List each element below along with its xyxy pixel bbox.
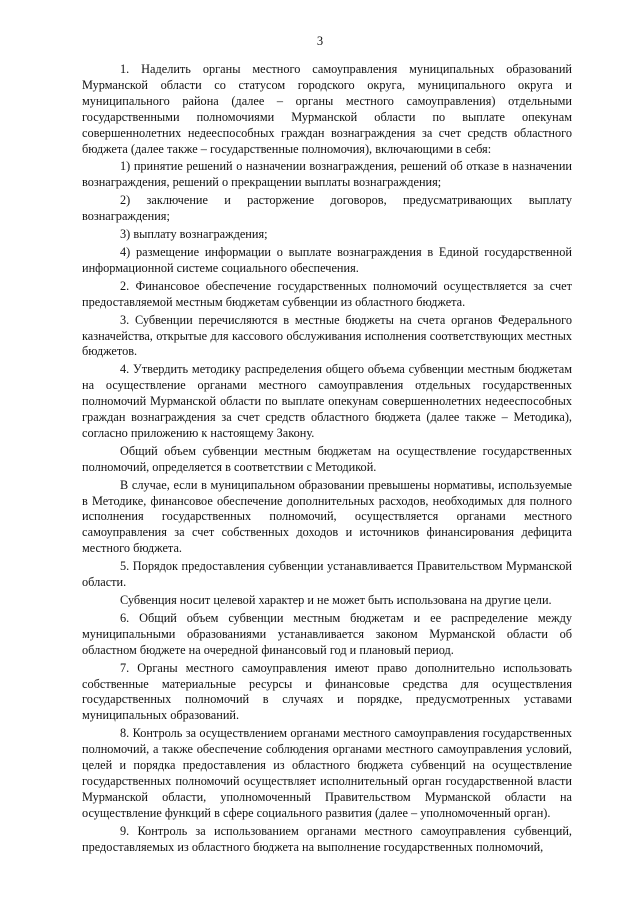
paragraph-5: 5. Порядок предоставления субвенции устанавливается Правительством Мурманской области. (82, 559, 572, 590)
paragraph-6: 6. Общий объем субвенции местным бюджетам и ее распределение между муниципальными образованиями устанавливается законом Мурманской области об областном бюджете на очередной финансовый год и плановый период. (82, 610, 572, 657)
paragraph-8: 8. Контроль за осуществлением органами местного самоуправления государственных полномочий, а также обеспечение соблюдения органами местного самоуправления условий, целей и порядка предоставления из областного бюджета субвенций на осуществление государственных полномочий осуществляет исполнительный орган государственной власти Мурманской области, уполномоченный Правительством Мурманской области на осуществление функций в сфере социального развития (далее – уполномоченный орган). (82, 726, 572, 820)
paragraph-1-item-1: 1) принятие решений о назначении вознаграждения, решений об отказе в назначении вознаграждения, решений о прекращении выплаты вознаграждения; (82, 159, 572, 190)
paragraph-4: 4. Утвердить методику распределения общего объема субвенции местным бюджетам на осуществление органами местного самоуправления отдельных государственных полномочий Мурманской области по выплате опекунам совершеннолетних недееспособных граждан вознаграждения за счет средств областного бюджета (далее также – Методика), согласно приложению к настоящему Закону. (82, 362, 572, 440)
paragraph-1: 1. Наделить органы местного самоуправления муниципальных образований Мурманской области со статусом городского округа, муниципального округа и муниципального района (далее – органы местного самоуправления) отдельными государственными полномочиями Мурманской области по выплате опекунам совершеннолетних недееспособных граждан вознаграждения за счет средств областного бюджета (далее также – государственные полномочия), включающими в себя: (82, 62, 572, 156)
paragraph-4-excess: В случае, если в муниципальном образовании превышены нормативы, используемые в Методике, финансовое обеспечение дополнительных расходов, необходимых для полного исполнения государственных полномочий, осуществляется органами местного самоуправления за счет собственных доходов и источников финансирования дефицита местного бюджета. (82, 477, 572, 556)
paragraph-1-item-2: 2) заключение и расторжение договоров, предусматривающих выплату вознаграждения; (82, 193, 572, 224)
paragraph-4-total: Общий объем субвенции местным бюджетам на осуществление государственных полномочий, определяется в соответствии с Методикой. (82, 443, 572, 474)
paragraph-2: 2. Финансовое обеспечение государственных полномочий осуществляется за счет предоставляемой местным бюджетам субвенции из областного бюджета. (82, 278, 572, 309)
paragraph-5-purpose: Субвенция носит целевой характер и не может быть использована на другие цели. (120, 593, 552, 607)
paragraph-1-item-3: 3) выплату вознаграждения; (120, 227, 268, 242)
document-body (82, 62, 572, 856)
paragraph-9: 9. Контроль за использованием органами местного самоуправления субвенций, предоставляемых из областного бюджета на выполнение государственных полномочий, (82, 823, 572, 854)
paragraph-7: 7. Органы местного самоуправления имеют право дополнительно использовать собственные материальные ресурсы и финансовые средства для осуществления государственных полномочий в случаях и порядке, предусмотренных уставами муниципальных образований. (82, 660, 572, 723)
paragraph-3: 3. Субвенции перечисляются в местные бюджеты на счета органов Федерального казначейства, открытые для кассового обслуживания исполнения соответствующих местных бюджетов. (82, 312, 572, 359)
paragraph-1-item-4: 4) размещение информации о выплате вознаграждения в Единой государственной информационной системе социального обеспечения. (82, 244, 572, 275)
page-number: 3 (316, 34, 324, 48)
